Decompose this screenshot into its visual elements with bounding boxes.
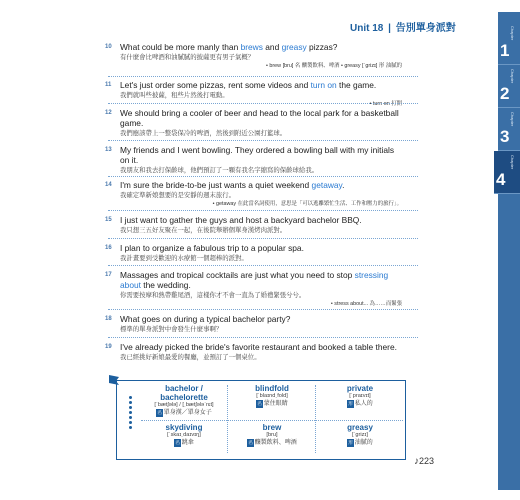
page-number	[414, 456, 434, 467]
highlighted-phrase: stressing about	[120, 270, 389, 290]
tab-chapter-3[interactable]	[498, 108, 520, 151]
english-sentence: I'm sure the bride-to-be just wants a quiet weekend getaway.	[120, 180, 345, 190]
vocab-item	[317, 384, 403, 420]
chinese-translation: 我朋友和我去打保齡球，他們預訂了一顆有我名字縮寫的保齡球給我。	[120, 167, 319, 174]
dotted-divider	[108, 210, 418, 211]
vocab-phonetic: [bru]	[266, 432, 278, 438]
vocab-word: brew	[262, 423, 282, 432]
vocab-phonetic: [ˈgrizɪ]	[352, 432, 368, 438]
sentence-number: 18	[105, 316, 112, 322]
tab-chapter-1[interactable]	[498, 22, 520, 65]
vocab-divider	[141, 420, 403, 421]
vocabulary-box	[116, 380, 406, 460]
vocabulary-note: • stress about... 為……而緊張	[330, 301, 402, 307]
chinese-translation: 我計畫要到受歡迎的水療館一個超棒的派對。	[120, 255, 248, 262]
vocab-word: skydiving	[165, 423, 203, 432]
tab-chapter-label: Chapter	[510, 112, 515, 127]
sentence-entry	[105, 243, 402, 263]
sentence-number: 14	[105, 182, 112, 188]
unit-header	[350, 19, 456, 34]
chapter-tabs	[498, 12, 520, 490]
english-sentence: Let's just order some pizzas, rent some videos and turn on the game.	[120, 80, 377, 90]
sentence-number: 10	[105, 44, 112, 50]
sentence-number: 17	[105, 272, 112, 278]
dotted-divider	[108, 103, 418, 104]
vocab-phonetic: [ˈskaɪ͵daɪvɪŋ]	[167, 432, 201, 438]
sentence-entry	[105, 180, 402, 208]
vocab-word: blindfold	[255, 384, 289, 393]
part-of-speech-badge: 形	[348, 440, 353, 445]
english-sentence: I've already picked the bride's favorite restaurant and booked a table there.	[120, 342, 397, 352]
music-note-icon: ♪	[414, 456, 419, 467]
sentence-entry	[105, 342, 402, 362]
vocab-definition: 形 私人的	[348, 401, 373, 407]
tab-chapter-2[interactable]	[498, 65, 520, 108]
tab-chapter-4[interactable]	[494, 151, 520, 194]
vocab-word: greasy	[347, 423, 373, 432]
sentence-entry	[105, 270, 402, 308]
chinese-translation: 你需要按摩和熱帶雞尾酒，這樣你才不會一直為了婚禮緊張兮兮。	[120, 292, 306, 299]
part-of-speech-badge: 名	[157, 410, 162, 415]
english-sentence: What could be more manly than brews and greasy pizzas?	[120, 42, 338, 52]
sentence-entry	[105, 42, 402, 70]
highlighted-phrase: greasy	[281, 42, 307, 52]
tab-chapter-label: Chapter	[510, 155, 515, 170]
highlighted-phrase: brews	[240, 42, 263, 52]
vocab-item	[141, 384, 227, 420]
tab-chapter-number: 2	[500, 84, 510, 103]
vocab-divider	[227, 385, 228, 453]
vocab-item	[229, 384, 315, 420]
header-separator: |	[388, 23, 391, 34]
page-number-value: 223	[419, 456, 435, 466]
vocabulary-note: • brew [bru] 名 釀製飲料、啤酒 • greasy [ˈgrizɪ] 形 油膩的	[266, 63, 402, 69]
vocab-definition: 名 單身漢／單身女子	[157, 410, 212, 416]
dotted-divider	[108, 265, 418, 266]
tab-chapter-number: 4	[496, 170, 506, 189]
dotted-divider	[108, 140, 418, 141]
vocab-definition: 名 跳傘	[175, 440, 194, 446]
vocab-item	[317, 423, 403, 459]
unit-title: 告別單身派對	[395, 23, 456, 34]
part-of-speech-badge: 名	[175, 440, 180, 445]
vocab-definition: 形 油膩的	[348, 440, 373, 446]
sentence-entry	[105, 108, 402, 138]
dotted-divider	[108, 76, 418, 77]
chinese-translation: 我已經挑好新娘最愛的餐廳，並預訂了一個桌位。	[120, 354, 261, 361]
chinese-translation: 我確定準新娘想要的是安靜的週末旅行。	[120, 192, 236, 199]
sentence-number: 12	[105, 110, 112, 116]
sentence-number: 13	[105, 147, 112, 153]
sentence-number: 16	[105, 245, 112, 251]
english-sentence: We should bring a cooler of beer and head to the local park for a basketball game.	[120, 108, 399, 128]
tab-chapter-number: 1	[500, 41, 510, 60]
english-sentence: My friends and I went bowling. They ordered a bowling ball with my initials on it.	[120, 145, 395, 165]
vocab-item	[229, 423, 315, 459]
vocab-word: private	[346, 384, 374, 393]
unit-number: Unit 18	[350, 23, 384, 34]
tab-chapter-label: Chapter	[510, 26, 515, 41]
part-of-speech-badge: 名	[248, 440, 253, 445]
vocabulary-note: • getaway 在此當名詞使用，意思是「可以逃離繁忙生活、工作和壓力的旅行」。	[212, 201, 402, 207]
chinese-translation: 我們應該帶上一整袋保冷的啤酒，然後到附近公園打籃球。	[120, 130, 287, 137]
vocab-divider	[315, 385, 316, 453]
english-sentence: What goes on during a typical bachelor party?	[120, 314, 291, 324]
english-sentence: I just want to gather the guys and host a backyard bachelor BBQ.	[120, 215, 362, 225]
chinese-translation: 標準的單身派對中會發生什麼事啊？	[120, 326, 223, 333]
dotted-divider	[108, 176, 418, 177]
sentence-number: 15	[105, 217, 112, 223]
vocabulary-note: • turn on 打開	[369, 101, 402, 107]
chinese-translation: 有什麼會比啤酒和油膩膩的披薩更有男子氣概？	[120, 54, 255, 61]
english-sentence: Massages and tropical cocktails are just what you need to stop stressing about the wedding.	[120, 270, 389, 290]
vocab-phonetic: [ˈblaɪnd͵fold]	[256, 393, 288, 399]
sentence-entry	[105, 215, 402, 235]
tab-chapter-number: 3	[500, 127, 510, 146]
english-sentence: I plan to organize a fabulous trip to a popular spa.	[120, 243, 304, 253]
part-of-speech-badge: 名	[257, 401, 262, 406]
highlighted-phrase: turn on	[310, 80, 337, 90]
vocab-definition: 名 蒙住眼睛	[257, 401, 288, 407]
part-of-speech-badge: 形	[348, 401, 353, 406]
highlighted-phrase: getaway	[311, 180, 343, 190]
tab-chapter-label: Chapter	[510, 69, 515, 84]
vocab-phonetic: [ˈbætʃələ] / [ˌbætʃələˈrɛt]	[154, 402, 214, 408]
chinese-translation: 我只想三五好友聚在一起，在後院舉辦個單身漢烤肉派對。	[120, 227, 287, 234]
dotted-divider	[108, 337, 418, 338]
vocab-phonetic: [ˈpraɪvɪt]	[349, 393, 371, 399]
sentence-entry	[105, 145, 402, 175]
sentence-entry	[105, 314, 402, 334]
vocab-definition: 名 釀製飲料、啤酒	[248, 440, 297, 446]
vocab-word: bachelor / bachelorette	[160, 384, 208, 402]
vocab-item	[141, 423, 227, 459]
dotted-divider	[108, 309, 418, 310]
chinese-translation: 我們就叫些披薩，租些片然後打電動。	[120, 92, 229, 99]
dotted-divider	[108, 238, 418, 239]
sentence-number: 11	[105, 82, 112, 88]
sentence-number: 19	[105, 344, 112, 350]
